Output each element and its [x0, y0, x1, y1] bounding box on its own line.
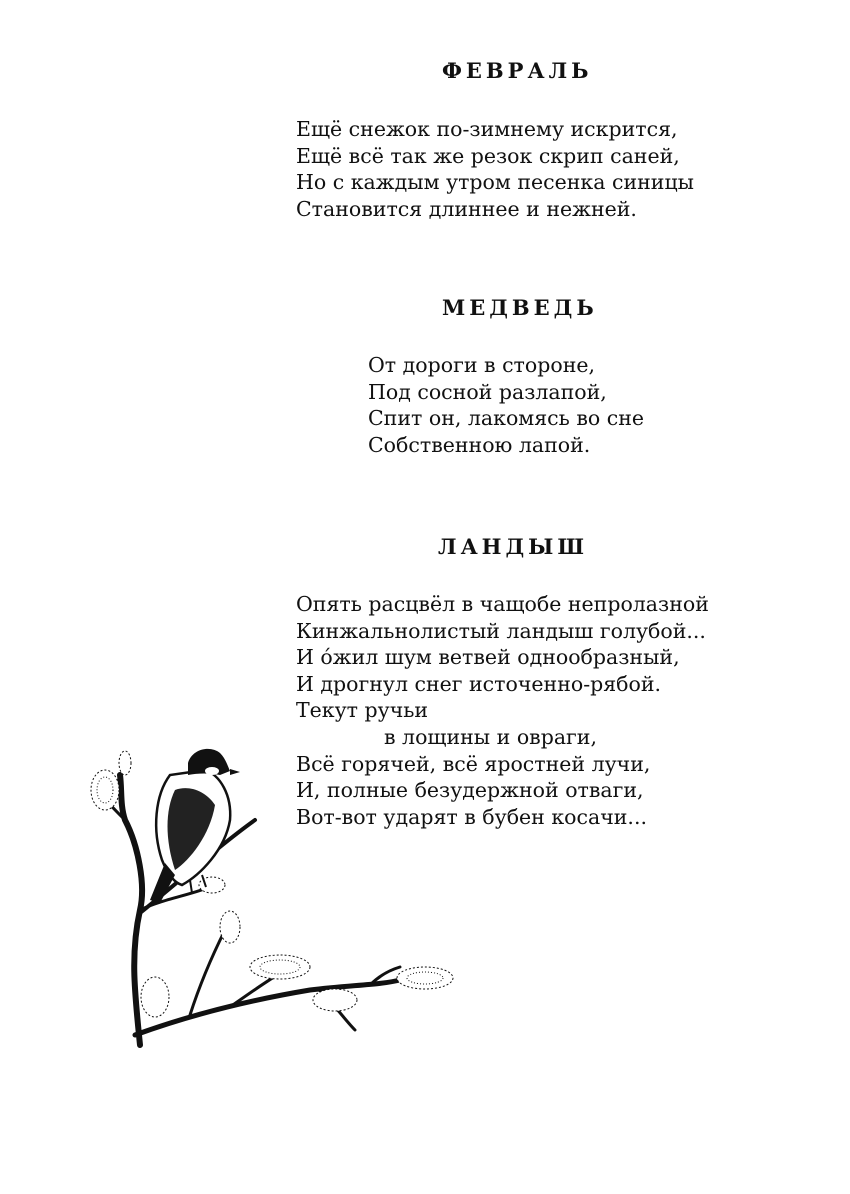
bird-on-willow-branch-icon — [80, 735, 465, 1055]
poem-line: Но с каждым утром песенка синицы — [296, 170, 694, 195]
poem-bear-text — [368, 352, 644, 458]
poem-line: Всё горячей, всё яростней лучи, — [296, 751, 651, 776]
poem-line: Становится длиннее и нежней. — [296, 196, 637, 221]
poem-line: От дороги в стороне, — [368, 353, 596, 377]
poem-line: Ещё всё так же резок скрип саней, — [296, 143, 680, 168]
poem-title-lily-of-the-valley: ЛАНДЫШ — [438, 534, 589, 559]
poem-line: И, полные безудержной отваги, — [296, 778, 644, 803]
poem-title-february: ФЕВРАЛЬ — [442, 58, 593, 83]
poem-line: Вот-вот ударят в бубен косачи... — [296, 804, 647, 829]
poem-line: Спит он, лакомясь во сне — [368, 406, 645, 431]
poem-line: Ещё снежок по-зимнему искрится, — [296, 117, 678, 141]
poem-line: И дрогнул снег источенно-рябой. — [296, 671, 662, 696]
poem-line: Опять расцвёл в чащобе непролазной — [296, 592, 709, 616]
poem-february-text — [296, 116, 694, 222]
poem-line: Текут ручьи — [296, 698, 429, 723]
poem-line: в лощины и овраги, — [384, 724, 597, 749]
poem-line: Кинжальнолистый ландыш голубой... — [296, 618, 706, 643]
poem-line: Собственною лапой. — [368, 432, 591, 457]
poem-title-bear: МЕДВЕДЬ — [442, 295, 598, 320]
poem-line: И о́жил шум ветвей однообразный, — [296, 645, 680, 670]
poem-line: Под сосной разлапой, — [368, 379, 607, 404]
